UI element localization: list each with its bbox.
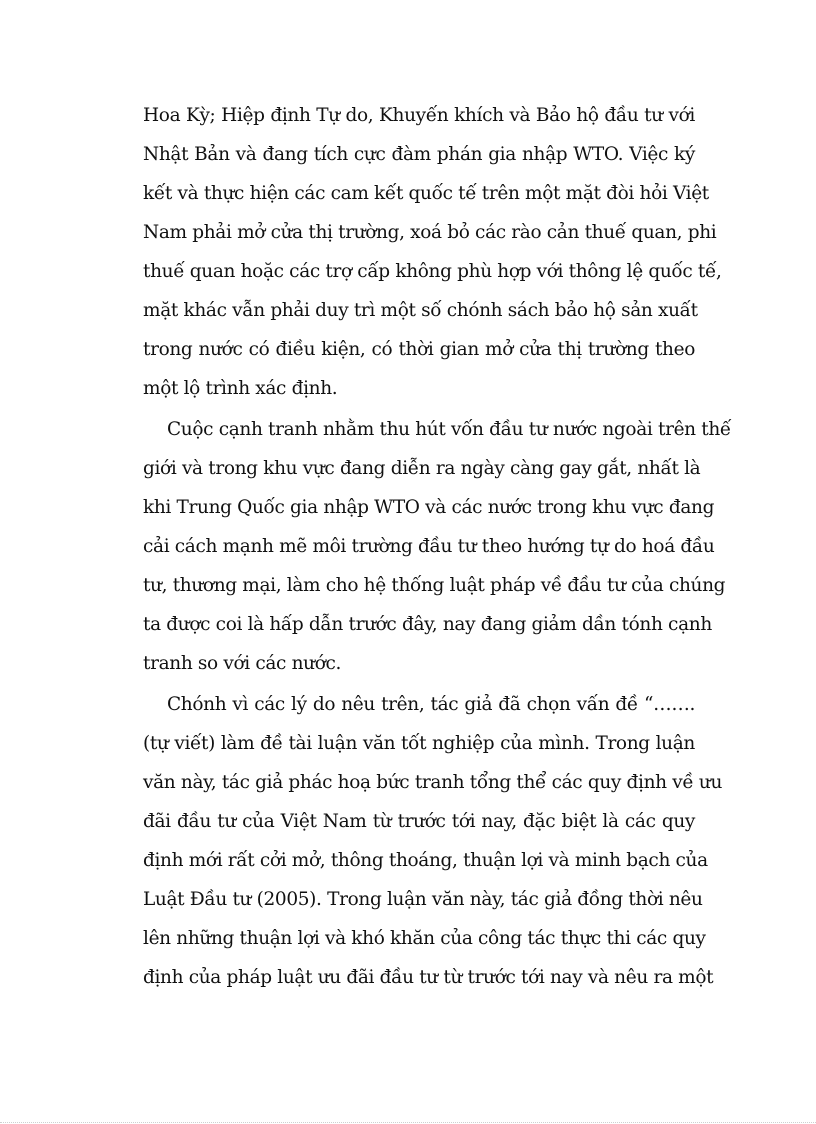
paragraph-line: giới và trong khu vực đang diễn ra ngày càng gay gắt, nhất là <box>143 458 701 479</box>
paragraph-line: cải cách mạnh mẽ môi trường đầu tư theo hướng tự do hoá đầu <box>143 536 715 557</box>
paragraph-line: tư, thương mại, làm cho hệ thống luật pháp về đầu tư của chúng <box>143 575 726 596</box>
paragraph-line: đãi đầu tư của Việt Nam từ trước tới nay, đặc biệt là các quy <box>143 811 695 832</box>
paragraph-line: kết và thực hiện các cam kết quốc tế trên một mặt đòi hỏi Việt <box>143 183 709 204</box>
paragraph-line: lên những thuận lợi và khó khăn của công tác thực thi các quy <box>143 928 706 949</box>
paragraph-line: một lộ trình xác định. <box>143 378 338 399</box>
paragraph-line: định mới rất cởi mở, thông thoáng, thuận lợi và minh bạch của <box>143 850 708 871</box>
paragraph-line: văn này, tác giả phác hoạ bức tranh tổng thể các quy định về ưu <box>143 772 723 793</box>
paragraph-line: Luật Đầu tư (2005). Trong luận văn này, tác giả đồng thời nêu <box>143 889 703 910</box>
paragraph-2 <box>143 410 731 683</box>
paragraph-line: ta được coi là hấp dẫn trước đây, nay đang giảm dần tónh cạnh <box>143 614 712 635</box>
paragraph-line: tranh so với các nước. <box>143 653 342 674</box>
paragraph-line: (tự viết) làm đề tài luận văn tốt nghiệp của mình. Trong luận <box>143 733 695 754</box>
paragraph-line: khi Trung Quốc gia nhập WTO và các nước trong khu vực đang <box>143 497 715 518</box>
paragraph-line: Cuộc cạnh tranh nhằm thu hút vốn đầu tư nước ngoài trên thế <box>167 419 731 440</box>
paragraph-line: Hoa Kỳ; Hiệp định Tự do, Khuyến khích và Bảo hộ đầu tư với <box>143 105 695 126</box>
paragraph-line: mặt khác vẫn phải duy trì một số chónh sách bảo hộ sản xuất <box>143 300 698 321</box>
paragraph-line: định của pháp luật ưu đãi đầu tư từ trước tới nay và nêu ra một <box>143 967 714 988</box>
paragraph-1 <box>143 96 722 408</box>
paragraph-line: Nam phải mở cửa thị trường, xoá bỏ các rào cản thuế quan, phi <box>143 222 717 243</box>
paragraph-3 <box>143 685 723 997</box>
paragraph-line: thuế quan hoặc các trợ cấp không phù hợp với thông lệ quốc tế, <box>143 261 722 282</box>
paragraph-line: Chónh vì các lý do nêu trên, tác giả đã chọn vấn đề “……. <box>167 694 695 715</box>
paragraph-line: trong nước có điều kiện, có thời gian mở cửa thị trường theo <box>143 339 695 360</box>
paragraph-line: Nhật Bản và đang tích cực đàm phán gia nhập WTO. Việc ký <box>143 144 695 165</box>
